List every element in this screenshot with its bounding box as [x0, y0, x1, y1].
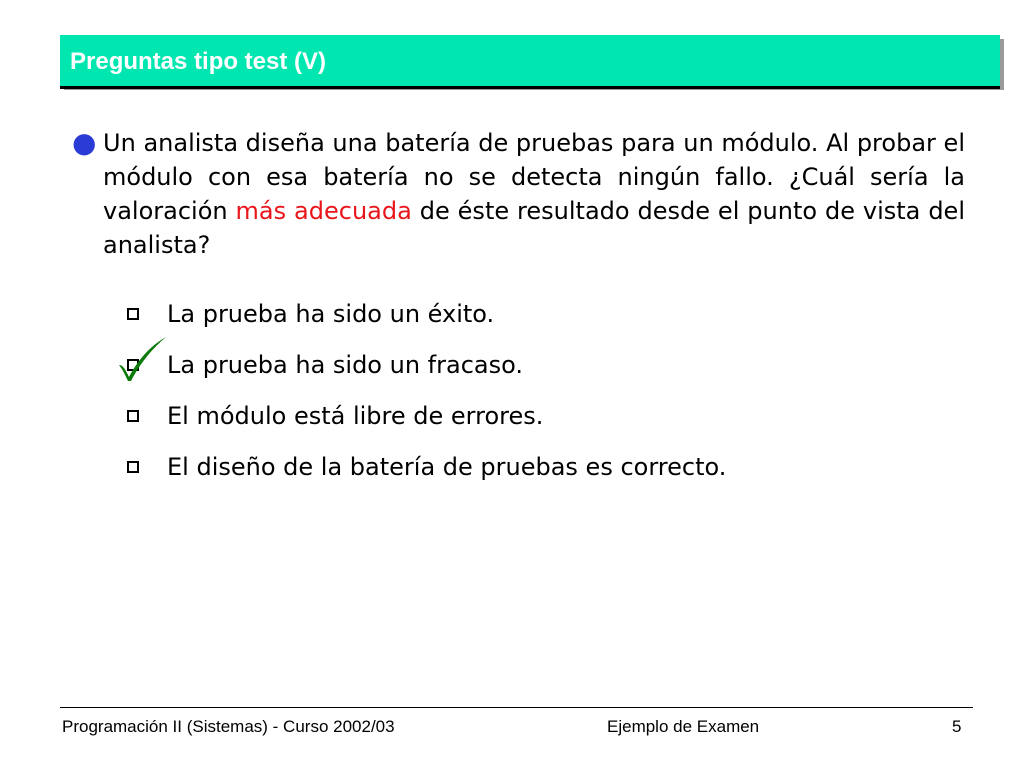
- option-label: El diseño de la batería de pruebas es correcto.: [167, 453, 727, 481]
- question-text-part1: Un analista diseña una batería de pruebas para un módulo. Al probar el módulo con esa batería no se detecta ningún fallo. ¿Cuál sería la valoración: [103, 129, 965, 225]
- option-item-3: [125, 398, 985, 449]
- question-text: [103, 126, 965, 262]
- square-outline-icon: [127, 461, 139, 473]
- bullet-dot-icon: ●: [72, 126, 97, 159]
- option-label: La prueba ha sido un éxito.: [167, 300, 495, 328]
- footer-page-number: 5: [952, 717, 962, 736]
- footer-section: Ejemplo de Examen: [607, 717, 760, 736]
- question-text-part2: de éste resultado desde el punto de vista del analista?: [103, 197, 965, 259]
- option-label: La prueba ha sido un fracaso.: [167, 351, 523, 379]
- option-item-2: [125, 347, 985, 398]
- option-label: El módulo está libre de errores.: [167, 402, 544, 430]
- question-emphasis: más adecuada: [235, 197, 412, 225]
- answer-options: [125, 296, 985, 500]
- title-underline: [60, 86, 1000, 89]
- footer-course: Programación II (Sistemas) - Curso 2002/03: [62, 717, 395, 736]
- square-outline-icon: [127, 410, 139, 422]
- title-bar: [60, 35, 1000, 86]
- square-outline-icon: [127, 308, 139, 320]
- option-item-1: [125, 296, 985, 347]
- option-item-4: [125, 449, 985, 500]
- question-block: [72, 126, 965, 262]
- slide-title: Preguntas tipo test (V): [70, 48, 327, 75]
- checkmark-icon: [114, 335, 170, 385]
- footer-divider: [60, 707, 973, 708]
